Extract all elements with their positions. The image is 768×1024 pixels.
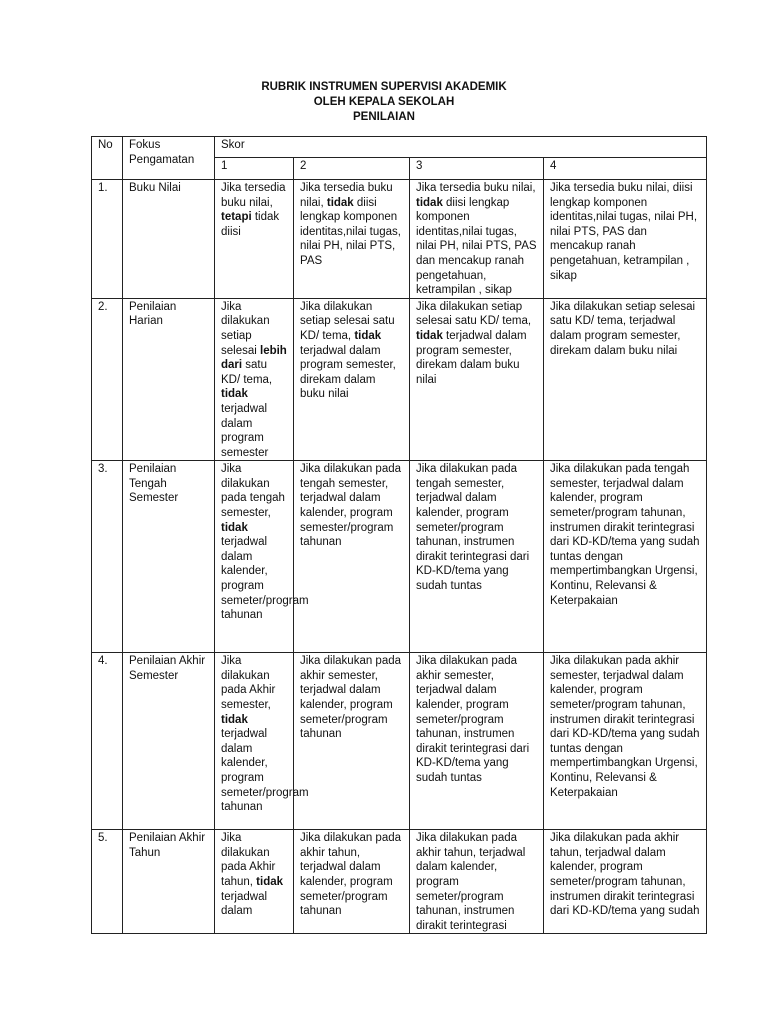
- score-2-criteria: Jika dilakukan pada tengah semester, terjadwal dalam kalender, program semester/program tahunan: [294, 461, 410, 653]
- table-row: [92, 298, 707, 461]
- title-line-1: RUBRIK INSTRUMEN SUPERVISI AKADEMIK: [261, 81, 507, 93]
- score-1-criteria: Jika tersedia buku nilai, tetapi tidak diisi: [215, 180, 294, 299]
- table-row: [92, 461, 707, 653]
- score-3-criteria: Jika dilakukan setiap selesai satu KD/ tema, tidak terjadwal dalam program semester, direkam dalam buku nilai: [410, 298, 544, 461]
- table-row: [92, 830, 707, 934]
- score-4-criteria: Jika tersedia buku nilai, diisi lengkap komponen identitas,nilai tugas, nilai PH, nilai PTS, PAS dan mencakup ranah pengetahuan, ketrampilan , sikap: [544, 180, 707, 299]
- score-3-criteria: Jika dilakukan pada tengah semester, terjadwal dalam kalender, program semeter/program tahunan, instrumen dirakit terintegrasi dari KD-KD/tema yang sudah tuntas: [410, 461, 544, 653]
- score-4-criteria: Jika dilakukan setiap selesai satu KD/ tema, terjadwal dalam program semester, direkam dalam buku nilai: [544, 298, 707, 461]
- row-fokus: Buku Nilai: [123, 180, 215, 299]
- emphasis-text: lebih dari: [221, 344, 287, 372]
- row-number: 2.: [92, 298, 123, 461]
- row-fokus: Penilaian Akhir Tahun: [123, 830, 215, 934]
- document-title: [0, 80, 768, 125]
- emphasis-text: tetapi: [221, 211, 252, 224]
- header-no: No: [92, 137, 123, 180]
- table-row: [92, 653, 707, 830]
- score-4-criteria: Jika dilakukan pada akhir tahun, terjadwal dalam kalender, program semeter/program tahunan, instrumen dirakit terintegrasi dari KD-KD/tema yang sudah: [544, 830, 707, 934]
- score-3-criteria: Jika dilakukan pada akhir tahun, terjadwal dalam kalender, program semeter/program tahunan, instrumen dirakit terintegrasi: [410, 830, 544, 934]
- score-4-criteria: Jika dilakukan pada akhir semester, terjadwal dalam kalender, program semeter/program tahunan, instrumen dirakit terintegrasi dari KD-KD/tema yang sudah tuntas dengan mempertimbangkan Urgensi, Kontinu, Relevansi & Keterpakaian: [544, 653, 707, 830]
- row-number: 5.: [92, 830, 123, 934]
- score-3-criteria: Jika tersedia buku nilai, tidak diisi lengkap komponen identitas,nilai tugas, nilai PH, nilai PTS, PAS dan mencakup ranah pengetahuan, ketrampilan , sikap: [410, 180, 544, 299]
- score-4-criteria: Jika dilakukan pada tengah semester, terjadwal dalam kalender, program semeter/program tahunan, instrumen dirakit terintegrasi dari KD-KD/tema yang sudah tuntas dengan mempertimbangkan Urgensi, Kontinu, Relevansi & Keterpakaian: [544, 461, 707, 653]
- score-1-criteria: Jika dilakukan pada tengah semester, tidak terjadwal dalam kalender, program semeter/program tahunan: [215, 461, 294, 653]
- row-fokus: Penilaian Tengah Semester: [123, 461, 215, 653]
- emphasis-text: tidak: [416, 329, 443, 342]
- score-2-criteria: Jika dilakukan setiap selesai satu KD/ tema, tidak terjadwal dalam program semester, direkam dalam buku nilai: [294, 298, 410, 461]
- score-2-criteria: Jika dilakukan pada akhir semester, terjadwal dalam kalender, program semeter/program tahunan: [294, 653, 410, 830]
- emphasis-text: tidak: [221, 388, 248, 401]
- table-row: [92, 180, 707, 299]
- title-line-2: OLEH KEPALA SEKOLAH: [313, 96, 455, 108]
- rubric-table: [91, 136, 707, 934]
- score-2-criteria: Jika tersedia buku nilai, tidak diisi lengkap komponen identitas,nilai tugas, nilai PH, nilai PTS, PAS: [294, 180, 410, 299]
- header-score-2: 2: [294, 158, 410, 180]
- emphasis-text: tidak: [326, 196, 354, 209]
- emphasis-text: tidak: [354, 329, 382, 342]
- row-fokus: Penilaian Harian: [123, 298, 215, 461]
- score-1-criteria: Jika dilakukan pada Akhir semester, tidak terjadwal dalam kalender, program semeter/program tahunan: [215, 653, 294, 830]
- header-skor: Skor: [215, 137, 707, 158]
- score-1-criteria: Jika dilakukan setiap selesai lebih dari satu KD/ tema, tidak terjadwal dalam program semester: [215, 298, 294, 461]
- header-row: [92, 137, 707, 158]
- score-2-criteria: Jika dilakukan pada akhir tahun, terjadwal dalam kalender, program semeter/program tahunan: [294, 830, 410, 934]
- emphasis-text: tidak: [256, 876, 284, 889]
- score-1-criteria: Jika dilakukan pada Akhir tahun, tidak terjadwal dalam: [215, 830, 294, 934]
- header-score-4: 4: [544, 158, 707, 180]
- row-fokus: Penilaian Akhir Semester: [123, 653, 215, 830]
- header-score-1: 1: [215, 158, 294, 180]
- score-3-criteria: Jika dilakukan pada akhir semester, terjadwal dalam kalender, program semeter/program tahunan, instrumen dirakit terintegrasi dari KD-KD/tema yang sudah tuntas: [410, 653, 544, 830]
- emphasis-text: tidak: [416, 196, 443, 209]
- emphasis-text: tidak: [221, 713, 248, 726]
- row-number: 1.: [92, 180, 123, 299]
- title-line-3: PENILAIAN: [353, 111, 415, 123]
- emphasis-text: tidak: [221, 521, 248, 534]
- header-fokus: Fokus Pengamatan: [123, 137, 215, 180]
- header-score-3: 3: [410, 158, 544, 180]
- row-number: 3.: [92, 461, 123, 653]
- row-number: 4.: [92, 653, 123, 830]
